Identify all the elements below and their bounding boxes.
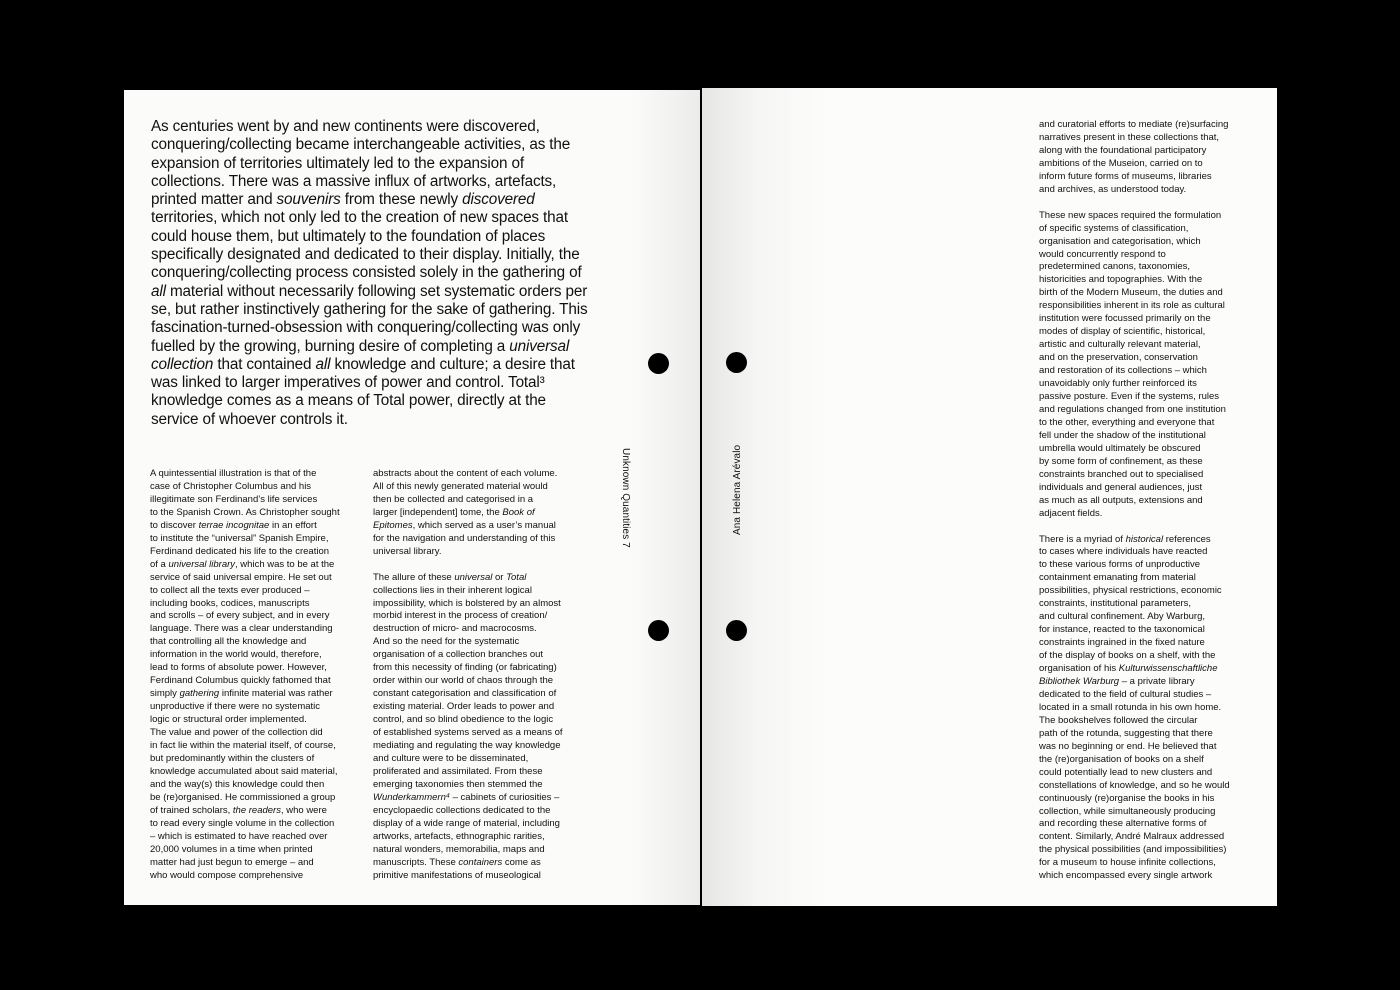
italic-text: universal	[454, 571, 493, 583]
body-column-2: abstracts about the content of each volume. All of this newly generated material would then be collected and categorised in a larger [independent] tome, the Book of Epitomes, which served as a user’s manual for the navigation and understanding of this universal library. The allure of these universal or Total collections lies in their inherent logical impossibility, which is bolstered by an almost morbid interest in the process of creation/ destruction of micro- and macrocosms. And so the need for the systematic organisation of a collection branches out from this necessity of finding (or fabricating) order within our world of chaos through the constant categorisation and classification of existing material. Order leads to power and control, and so blind obedience to the logic of established systems served as a means of mediating and regulating the way knowledge and culture were to be disseminated, proliferated and assimilated. From these emerging taxonomies then stemmed the Wunderkammern⁴ – cabinets of curiosities – encyclopaedic collections dedicated to the display of a wide range of material, including artworks, artefacts, ethnographic rarities, natural wonders, memorabilia, maps and manuscripts. These containers come as primitive manifestations of museological	[373, 468, 563, 881]
binding-hole-upper-left	[648, 353, 669, 374]
body-column-1: A quintessential illustration is that of the case of Christopher Columbus and his illegitimate son Ferdinand’s life services to the Spanish Crown. As Christopher sought to discover terrae incognitae in an effort to institute the “universal” Spanish Empire, Ferdinand dedicated his life to the creation of a universal library, which was to be at the service of said universal empire. He set out to collect all the texts ever produced – including books, codices, manuscripts and scrolls – of every subject, and in every language. There was a clear understanding that controlling all the knowledge and information in the world would, therefore, lead to forms of absolute power. However, Ferdinand Columbus quickly fathomed that simply gathering infinite material was rather unproductive if there were no systematic logic or structural order implemented. The value and power of the collection did in fact lie within the material itself, of course, but predominantly within the clusters of knowledge accumulated about said material, and the way(s) this knowledge could then be (re)organised. He commissioned a group of trained scholars, the readers, who were to read every single volume in the collection – which is estimated to have reached over 20,000 volumes in a time when printed matter had just begun to emerge – and who would compose comprehensive	[150, 468, 340, 881]
running-head: Unknown Quantities 7	[620, 448, 631, 548]
italic-text: terrae incognitae	[198, 519, 270, 531]
binding-hole-lower-right	[726, 620, 747, 641]
right-page	[702, 88, 1277, 906]
italic-text: historical	[1125, 533, 1164, 545]
italic-text: souvenirs	[276, 191, 341, 209]
binding-hole-upper-right	[726, 352, 747, 373]
lead-paragraph: As centuries went by and new continents were discovered, conquering/collecting became interchangeable activities, as the expansion of territories ultimately led to the expansion of collections. There was a massive influx of artworks, artefacts, printed matter and souvenirs from these newly discovered territories, which not only led to the creation of new spaces that could house them, but ultimately to the foundation of places specifically designated and dedicated to their display. Initially, the conquering/collecting process consisted solely in the gathering of all material without necessarily following set systematic orders per se, but rather instinctively gathering for the sake of gathering. This fascination-turned-obsession with conquering/collecting was only fuelled by the growing, burning desire of completing a universal collection that contained all knowledge and culture; a desire that was linked to larger imperatives of power and control. Total³ knowledge comes as a means of Total power, directly at the service of whoever controls it.	[151, 118, 588, 428]
body-column-right: and curatorial efforts to mediate (re)surfacing narratives present in these collections that, along with the foundational participatory ambitions of the Museion, carried on to inform future forms of museums, libraries and archives, as understood today. These new spaces required the formulation of specific systems of classification, organisation and categorisation, which would concurrently respond to predetermined canons, taxonomies, historicities and topographies. With the birth of the Modern Museum, the duties and responsibilities inherent in its role as cultural institution were focussed primarily on the modes of display of scientific, historical, artistic and culturally relevant material, and on the preservation, conservation and restoration of its collections – which unavoidably only further reinforced its passive posture. Even if the systems, rules and regulations changed from one institution to the other, everything and everyone that fell under the shadow of the institutional umbrella would ultimately be obscured by some form of confinement, as these constraints branched out to specialised individuals and general audiences, just as much as all outputs, extensions and adjacent fields. There is a myriad of historical references to cases where individuals have reacted to these various forms of unproductive containment emanating from material possibilities, physical restrictions, economic constraints, institutional parameters, and cultural confinement. Aby Warburg, for instance, reacted to the taxonomical constraints ingrained in the fixed nature of the display of books on a shelf, with the organisation of his Kulturwissenschaftliche Bibliothek Warburg – a private library dedicated to the field of cultural studies – located in a small rotunda in his own home. The bookshelves followed the circular path of the rotunda, suggesting that there was no beginning or end. He believed that the (re)organisation of books on a shelf could potentially lead to new clusters and constellations of knowledge, and so he would continuously (re)organise the books in his collection, while simultaneously producing and recording these alternative forms of content. Similarly, André Malraux addressed the physical possibilities (and impossibilities) for a museum to house infinite collections, which encompassed every single artwork	[1039, 119, 1230, 882]
left-page	[124, 90, 700, 905]
italic-text: all	[151, 282, 166, 300]
italic-text: discovered	[462, 191, 535, 209]
italic-text: universal collection	[151, 337, 570, 373]
italic-text: Wunderkammern⁴	[373, 791, 450, 803]
italic-text: Kulturwissenschaftliche Bibliothek Warburg	[1039, 663, 1218, 687]
italic-text: Total	[506, 571, 527, 583]
italic-text: all	[315, 355, 331, 373]
binding-hole-lower-left	[648, 620, 669, 641]
italic-text: Book of Epitomes	[373, 506, 535, 531]
italic-text: the readers	[232, 804, 281, 816]
italic-text: gathering	[179, 688, 220, 700]
author-name: Ana Helena Arévalo	[732, 444, 743, 535]
italic-text: containers	[458, 856, 503, 868]
italic-text: universal library	[168, 558, 236, 570]
